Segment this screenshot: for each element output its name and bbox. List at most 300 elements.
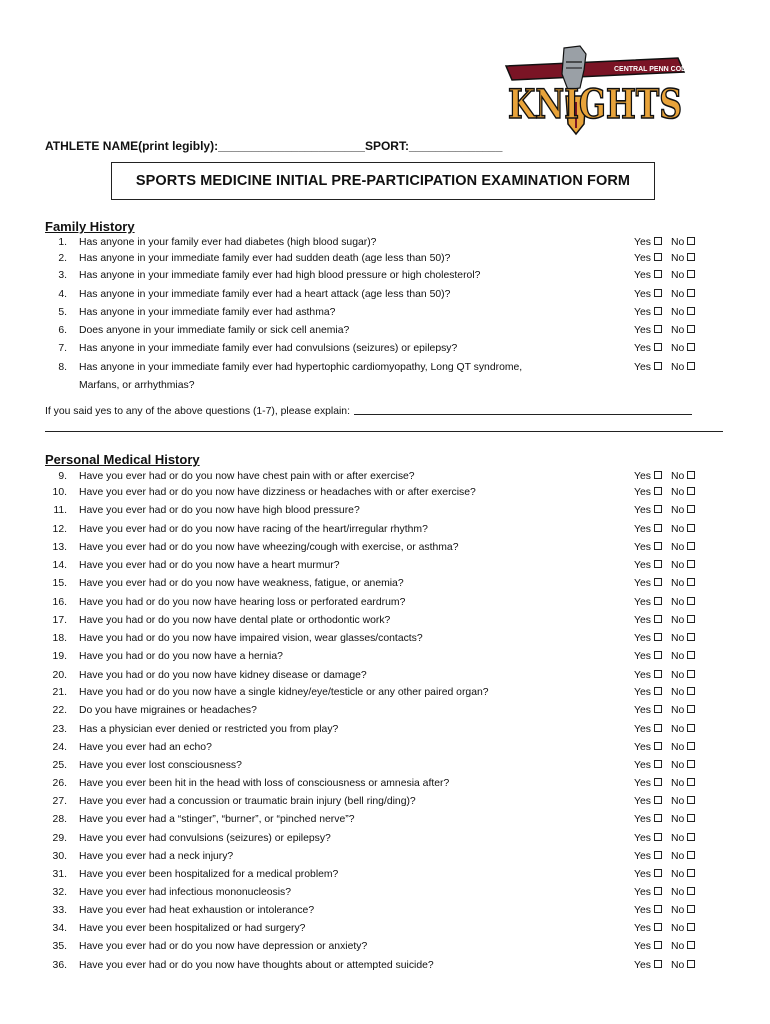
no-checkbox[interactable] xyxy=(687,270,695,278)
question-row xyxy=(45,577,705,591)
question-text: Has anyone in your immediate family ever had sudden death (age less than 50)? xyxy=(79,253,451,264)
question-row xyxy=(45,795,705,809)
no-option xyxy=(671,760,695,771)
no-option xyxy=(671,542,695,553)
no-checkbox[interactable] xyxy=(687,505,695,513)
yes-no-options xyxy=(634,632,695,646)
question-text: Have you ever been hospitalized for a medical problem? xyxy=(79,869,339,880)
yes-checkbox[interactable] xyxy=(654,887,662,895)
no-option xyxy=(671,633,695,644)
question-number: 3. xyxy=(58,270,67,281)
sport-field[interactable]: ______________ xyxy=(408,139,503,153)
yes-no-options xyxy=(634,470,695,484)
form-title-box xyxy=(111,162,655,200)
question-number: 19. xyxy=(52,651,67,662)
question-text: Have you ever had or do you now have racing of the heart/irregular rhythm? xyxy=(79,524,428,535)
question-row xyxy=(45,541,705,555)
yes-no-options xyxy=(634,596,695,610)
yes-checkbox[interactable] xyxy=(654,597,662,605)
question-text: Have you had or do you now have a hernia? xyxy=(79,651,283,662)
no-checkbox[interactable] xyxy=(687,760,695,768)
yes-checkbox[interactable] xyxy=(654,542,662,550)
yes-checkbox[interactable] xyxy=(654,796,662,804)
yes-no-options xyxy=(634,741,695,755)
yes-no-options xyxy=(634,614,695,628)
no-checkbox[interactable] xyxy=(687,237,695,245)
question-text: Have you ever had a “stinger”, “burner”, or “pinched nerve”? xyxy=(79,814,355,825)
no-checkbox[interactable] xyxy=(687,960,695,968)
no-label: No xyxy=(670,851,685,862)
question-text: Have you ever had heat exhaustion or intolerance? xyxy=(79,905,315,916)
question-number: 24. xyxy=(52,742,67,753)
question-number: 31. xyxy=(52,869,67,880)
yes-no-options xyxy=(634,577,695,591)
question-row xyxy=(45,486,705,500)
yes-checkbox[interactable] xyxy=(654,905,662,913)
no-label: No xyxy=(670,833,685,844)
yes-no-options xyxy=(634,252,695,266)
no-option xyxy=(671,307,695,318)
no-label: No xyxy=(670,237,685,248)
no-checkbox[interactable] xyxy=(687,487,695,495)
yes-label: Yes xyxy=(634,237,651,248)
yes-checkbox[interactable] xyxy=(654,705,662,713)
question-row xyxy=(45,596,705,610)
yes-no-options xyxy=(634,922,695,936)
yes-label: Yes xyxy=(634,833,651,844)
yes-checkbox[interactable] xyxy=(654,270,662,278)
question-row xyxy=(45,288,705,302)
yes-label: Yes xyxy=(634,362,651,373)
yes-label: Yes xyxy=(634,796,651,807)
question-row xyxy=(45,959,705,973)
no-option xyxy=(671,833,695,844)
no-option xyxy=(671,270,695,281)
yes-label: Yes xyxy=(634,524,651,535)
no-checkbox[interactable] xyxy=(687,833,695,841)
no-checkbox[interactable] xyxy=(687,615,695,623)
yes-label: Yes xyxy=(634,343,651,354)
question-number: 5. xyxy=(58,307,67,318)
athlete-sport-line xyxy=(45,139,502,153)
question-number: 23. xyxy=(52,724,67,735)
question-text: Have you ever had or do you now have thoughts about or attempted suicide? xyxy=(79,960,434,971)
question-row xyxy=(45,723,705,737)
yes-checkbox[interactable] xyxy=(654,237,662,245)
question-text: Have you had or do you now have dental plate or orthodontic work? xyxy=(79,615,391,626)
yes-no-options xyxy=(634,850,695,864)
question-text: Have you ever had convulsions (seizures) or epilepsy? xyxy=(79,833,331,844)
yes-label: Yes xyxy=(634,633,651,644)
question-text: Have you ever had a neck injury? xyxy=(79,851,234,862)
no-label: No xyxy=(670,814,685,825)
yes-label: Yes xyxy=(634,270,651,281)
no-checkbox[interactable] xyxy=(687,778,695,786)
no-label: No xyxy=(670,633,685,644)
no-option xyxy=(671,869,695,880)
question-text: Have you ever had or do you now have high blood pressure? xyxy=(79,505,360,516)
question-text: Have you ever had infectious mononucleosis? xyxy=(79,887,291,898)
no-label: No xyxy=(670,270,685,281)
yes-checkbox[interactable] xyxy=(654,869,662,877)
question-text: Have you ever had or do you now have dizziness or headaches with or after exercise? xyxy=(79,487,476,498)
yes-label: Yes xyxy=(634,670,651,681)
yes-no-options xyxy=(634,269,695,283)
no-option xyxy=(671,960,695,971)
no-label: No xyxy=(670,724,685,735)
yes-label: Yes xyxy=(634,542,651,553)
question-text: Have you ever been hit in the head with loss of consciousness or amnesia after? xyxy=(79,778,450,789)
yes-label: Yes xyxy=(634,560,651,571)
question-row xyxy=(45,741,705,755)
question-number: 17. xyxy=(52,615,67,626)
question-number: 22. xyxy=(52,705,67,716)
no-option xyxy=(671,524,695,535)
no-label: No xyxy=(670,307,685,318)
question-row xyxy=(45,904,705,918)
question-row xyxy=(45,632,705,646)
yes-no-options xyxy=(634,813,695,827)
family-history-title: Family History xyxy=(45,219,135,234)
yes-no-options xyxy=(634,723,695,737)
question-row xyxy=(45,922,705,936)
yes-label: Yes xyxy=(634,253,651,264)
yes-checkbox[interactable] xyxy=(654,724,662,732)
yes-no-options xyxy=(634,959,695,973)
yes-checkbox[interactable] xyxy=(654,941,662,949)
question-row xyxy=(45,940,705,954)
no-checkbox[interactable] xyxy=(687,542,695,550)
no-label: No xyxy=(670,597,685,608)
no-checkbox[interactable] xyxy=(687,343,695,351)
no-label: No xyxy=(670,869,685,880)
question-row xyxy=(45,361,705,391)
question-text: Has anyone in your family ever had diabetes (high blood sugar)? xyxy=(79,237,377,248)
no-label: No xyxy=(670,778,685,789)
no-checkbox[interactable] xyxy=(687,742,695,750)
no-label: No xyxy=(670,941,685,952)
no-option xyxy=(671,362,695,373)
question-text: Have you had or do you now have impaired vision, wear glasses/contacts? xyxy=(79,633,423,644)
question-text: Do you have migraines or headaches? xyxy=(79,705,257,716)
no-checkbox[interactable] xyxy=(687,724,695,732)
yes-checkbox[interactable] xyxy=(654,960,662,968)
yes-checkbox[interactable] xyxy=(654,778,662,786)
yes-checkbox[interactable] xyxy=(654,760,662,768)
yes-checkbox[interactable] xyxy=(654,814,662,822)
yes-checkbox[interactable] xyxy=(654,505,662,513)
question-row xyxy=(45,559,705,573)
question-row xyxy=(45,868,705,882)
no-option xyxy=(671,505,695,516)
no-label: No xyxy=(670,362,685,373)
yes-checkbox[interactable] xyxy=(654,253,662,261)
section-divider xyxy=(45,431,723,432)
yes-no-options xyxy=(634,704,695,718)
yes-label: Yes xyxy=(634,578,651,589)
question-row xyxy=(45,813,705,827)
no-label: No xyxy=(670,887,685,898)
yes-checkbox[interactable] xyxy=(654,833,662,841)
no-label: No xyxy=(670,960,685,971)
yes-no-options xyxy=(634,650,695,664)
no-option xyxy=(671,941,695,952)
question-number: 4. xyxy=(58,289,67,300)
yes-no-options xyxy=(634,306,695,320)
question-row xyxy=(45,832,705,846)
question-number: 35. xyxy=(52,941,67,952)
no-checkbox[interactable] xyxy=(687,524,695,532)
question-text: Have you ever had or do you now have weakness, fatigue, or anemia? xyxy=(79,578,404,589)
question-text: Have you ever been hospitalized or had surgery? xyxy=(79,923,306,934)
question-number: 11. xyxy=(53,505,67,516)
yes-checkbox[interactable] xyxy=(654,343,662,351)
no-option xyxy=(671,923,695,934)
family-explain-line xyxy=(45,405,692,417)
question-row xyxy=(45,470,705,484)
question-number: 12. xyxy=(52,524,67,535)
no-checkbox[interactable] xyxy=(687,560,695,568)
no-option xyxy=(671,705,695,716)
yes-no-options xyxy=(634,324,695,338)
yes-label: Yes xyxy=(634,887,651,898)
question-number: 15. xyxy=(52,578,67,589)
no-checkbox[interactable] xyxy=(687,905,695,913)
question-text: Does anyone in your immediate family or sick cell anemia? xyxy=(79,325,350,336)
no-checkbox[interactable] xyxy=(687,651,695,659)
no-checkbox[interactable] xyxy=(687,705,695,713)
sport-label: SPORT: xyxy=(364,139,409,153)
question-row xyxy=(45,686,705,700)
no-checkbox[interactable] xyxy=(687,253,695,261)
yes-checkbox[interactable] xyxy=(654,307,662,315)
no-label: No xyxy=(670,687,685,698)
question-number: 6. xyxy=(58,325,67,336)
family-explain-field[interactable] xyxy=(354,405,692,415)
question-row xyxy=(45,704,705,718)
no-option xyxy=(671,851,695,862)
yes-label: Yes xyxy=(634,941,651,952)
question-text: Have you had or do you now have hearing loss or perforated eardrum? xyxy=(79,597,406,608)
no-option xyxy=(671,343,695,354)
yes-checkbox[interactable] xyxy=(654,524,662,532)
yes-checkbox[interactable] xyxy=(654,362,662,370)
question-number: 18. xyxy=(52,633,67,644)
yes-no-options xyxy=(634,868,695,882)
no-checkbox[interactable] xyxy=(687,814,695,822)
question-text: Have you ever had or do you now have wheezing/cough with exercise, or asthma? xyxy=(79,542,459,553)
question-row xyxy=(45,504,705,518)
yes-label: Yes xyxy=(634,651,651,662)
no-option xyxy=(671,237,695,248)
question-number: 30. xyxy=(52,851,67,862)
no-checkbox[interactable] xyxy=(687,670,695,678)
no-label: No xyxy=(670,742,685,753)
question-row xyxy=(45,850,705,864)
question-text: Has anyone in your immediate family ever had a heart attack (age less than 50)? xyxy=(79,289,451,300)
question-text: Have you ever had or do you now have chest pain with or after exercise? xyxy=(79,471,415,482)
no-label: No xyxy=(670,578,685,589)
logo-wordmark: KNIGHTS xyxy=(508,81,682,128)
no-label: No xyxy=(670,542,685,553)
no-checkbox[interactable] xyxy=(687,578,695,586)
question-row xyxy=(45,342,705,356)
question-text: Have you ever lost consciousness? xyxy=(79,760,242,771)
no-option xyxy=(671,687,695,698)
yes-no-options xyxy=(634,904,695,918)
yes-no-options xyxy=(634,559,695,573)
yes-checkbox[interactable] xyxy=(654,651,662,659)
no-option xyxy=(671,289,695,300)
question-row xyxy=(45,324,705,338)
yes-no-options xyxy=(634,541,695,555)
no-label: No xyxy=(670,705,685,716)
no-label: No xyxy=(670,905,685,916)
no-checkbox[interactable] xyxy=(687,796,695,804)
question-number: 32. xyxy=(52,887,67,898)
no-option xyxy=(671,253,695,264)
question-number: 8. xyxy=(58,362,67,373)
no-label: No xyxy=(670,923,685,934)
yes-label: Yes xyxy=(634,615,651,626)
yes-checkbox[interactable] xyxy=(654,633,662,641)
no-option xyxy=(671,597,695,608)
yes-checkbox[interactable] xyxy=(654,578,662,586)
no-option xyxy=(671,615,695,626)
yes-label: Yes xyxy=(634,742,651,753)
no-label: No xyxy=(670,760,685,771)
question-number: 25. xyxy=(52,760,67,771)
no-option xyxy=(671,578,695,589)
no-checkbox[interactable] xyxy=(687,869,695,877)
question-number: 28. xyxy=(52,814,67,825)
question-text: Have you ever had or do you now have depression or anxiety? xyxy=(79,941,368,952)
no-label: No xyxy=(670,505,685,516)
yes-checkbox[interactable] xyxy=(654,615,662,623)
question-text: Have you ever had an echo? xyxy=(79,742,212,753)
yes-checkbox[interactable] xyxy=(654,670,662,678)
no-option xyxy=(671,814,695,825)
yes-label: Yes xyxy=(634,869,651,880)
no-label: No xyxy=(670,471,685,482)
yes-label: Yes xyxy=(634,487,651,498)
no-checkbox[interactable] xyxy=(687,471,695,479)
question-number: 27. xyxy=(52,796,67,807)
yes-checkbox[interactable] xyxy=(654,325,662,333)
no-option xyxy=(671,724,695,735)
yes-no-options xyxy=(634,940,695,954)
no-checkbox[interactable] xyxy=(687,362,695,370)
no-label: No xyxy=(670,487,685,498)
yes-no-options xyxy=(634,236,695,250)
no-checkbox[interactable] xyxy=(687,851,695,859)
no-option xyxy=(671,471,695,482)
yes-label: Yes xyxy=(634,307,651,318)
no-option xyxy=(671,742,695,753)
yes-checkbox[interactable] xyxy=(654,851,662,859)
question-number: 33. xyxy=(52,905,67,916)
knights-logo xyxy=(502,44,705,142)
athlete-name-label: ATHLETE NAME(print legibly): xyxy=(45,139,219,153)
yes-checkbox[interactable] xyxy=(654,923,662,931)
yes-checkbox[interactable] xyxy=(654,742,662,750)
question-row xyxy=(45,252,705,266)
question-text: Has a physician ever denied or restricted you from play? xyxy=(79,724,339,735)
yes-label: Yes xyxy=(634,778,651,789)
question-text: Have you had or do you now have kidney disease or damage? xyxy=(79,670,367,681)
yes-label: Yes xyxy=(634,724,651,735)
no-label: No xyxy=(670,615,685,626)
no-label: No xyxy=(670,651,685,662)
question-text: Has anyone in your immediate family ever had convulsions (seizures) or epilepsy? xyxy=(79,343,458,354)
question-number: 14. xyxy=(52,560,67,571)
yes-no-options xyxy=(634,504,695,518)
yes-no-options xyxy=(634,759,695,773)
question-text: Has anyone in your immediate family ever had asthma? xyxy=(79,307,336,318)
yes-checkbox[interactable] xyxy=(654,471,662,479)
question-text-continued: Marfans, or arrhythmias? xyxy=(79,380,195,391)
yes-label: Yes xyxy=(634,814,651,825)
question-number: 36. xyxy=(52,960,67,971)
question-text: Have you had or do you now have a single kidney/eye/testicle or any other paired organ? xyxy=(79,687,489,698)
no-label: No xyxy=(670,670,685,681)
yes-label: Yes xyxy=(634,505,651,516)
question-number: 26. xyxy=(52,778,67,789)
family-explain-text: If you said yes to any of the above questions (1-7), please explain: xyxy=(45,406,350,417)
no-label: No xyxy=(670,560,685,571)
question-number: 16. xyxy=(52,597,67,608)
no-checkbox[interactable] xyxy=(687,633,695,641)
no-checkbox[interactable] xyxy=(687,307,695,315)
no-checkbox[interactable] xyxy=(687,597,695,605)
yes-no-options xyxy=(634,886,695,900)
no-checkbox[interactable] xyxy=(687,923,695,931)
question-row xyxy=(45,886,705,900)
no-option xyxy=(671,560,695,571)
no-option xyxy=(671,325,695,336)
no-checkbox[interactable] xyxy=(687,687,695,695)
no-checkbox[interactable] xyxy=(687,887,695,895)
yes-label: Yes xyxy=(634,923,651,934)
question-text: Have you ever had or do you now have a heart murmur? xyxy=(79,560,340,571)
yes-checkbox[interactable] xyxy=(654,289,662,297)
no-option xyxy=(671,670,695,681)
question-row xyxy=(45,306,705,320)
no-option xyxy=(671,651,695,662)
yes-label: Yes xyxy=(634,905,651,916)
yes-no-options xyxy=(634,777,695,791)
no-checkbox[interactable] xyxy=(687,289,695,297)
yes-label: Yes xyxy=(634,471,651,482)
yes-label: Yes xyxy=(634,289,651,300)
yes-no-options xyxy=(634,686,695,700)
no-checkbox[interactable] xyxy=(687,941,695,949)
yes-checkbox[interactable] xyxy=(654,687,662,695)
personal-history-title: Personal Medical History xyxy=(45,452,200,467)
no-label: No xyxy=(670,289,685,300)
yes-checkbox[interactable] xyxy=(654,487,662,495)
yes-label: Yes xyxy=(634,760,651,771)
question-row xyxy=(45,269,705,283)
yes-no-options xyxy=(634,361,695,375)
no-checkbox[interactable] xyxy=(687,325,695,333)
yes-checkbox[interactable] xyxy=(654,560,662,568)
yes-label: Yes xyxy=(634,851,651,862)
no-label: No xyxy=(670,524,685,535)
question-text: Have you ever had a concussion or traumatic brain injury (bell ring/ding)? xyxy=(79,796,416,807)
question-row xyxy=(45,759,705,773)
athlete-name-field[interactable]: ______________________ xyxy=(218,139,365,153)
